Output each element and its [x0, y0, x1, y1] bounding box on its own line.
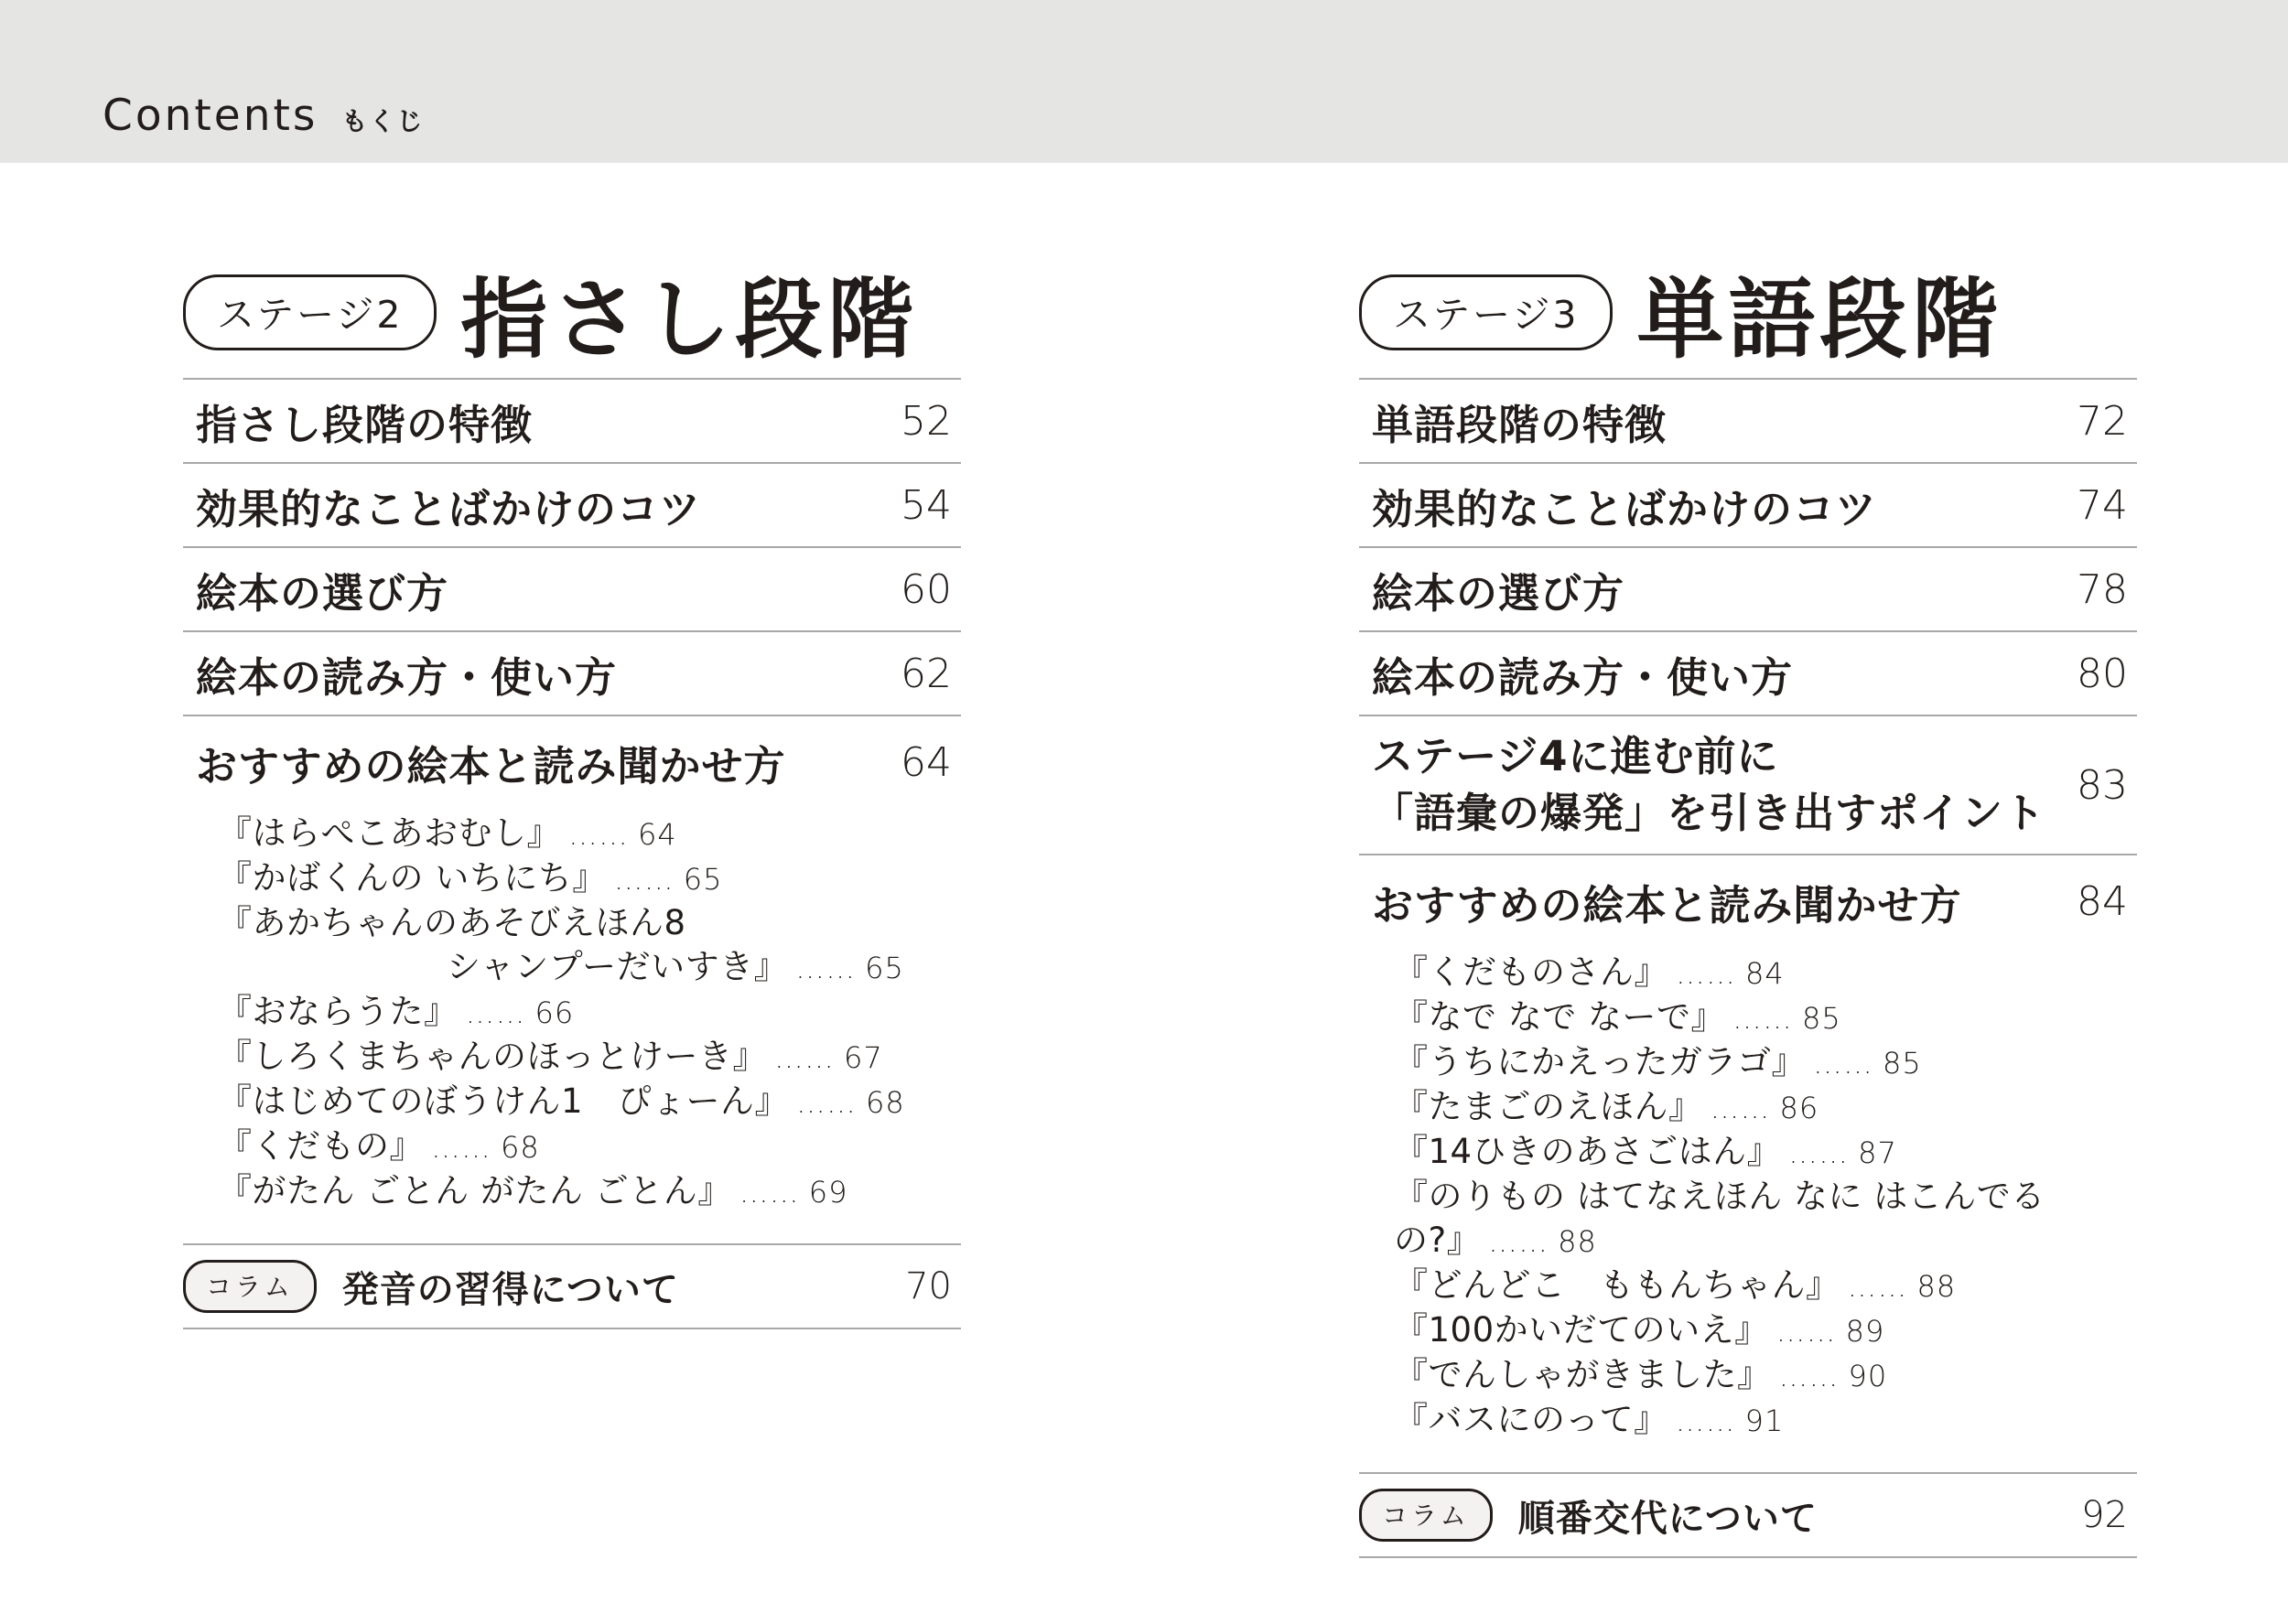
book-title: 『くだもの』 [218, 1126, 424, 1166]
book-page: …… 65 [795, 951, 904, 985]
stage3-book-list [1359, 947, 2137, 1474]
toc-page: 62 [901, 650, 952, 697]
book-item [1394, 1308, 2137, 1353]
book-title: シャンプーだいすき』 [447, 947, 789, 986]
toc-label: 指さし段階の特徴 [196, 400, 534, 449]
book-title: 『14ひきのあさごはん』 [1394, 1132, 1782, 1171]
book-item [218, 901, 961, 945]
book-page: …… 88 [1847, 1269, 1957, 1304]
toc-label: 効果的なことばかけのコツ [196, 484, 702, 533]
toc-page: 80 [2077, 650, 2128, 697]
toc-page: 84 [2077, 877, 2128, 925]
book-title: 『どんどこ ももんちゃん』 [1394, 1265, 1840, 1305]
toc-row [1359, 548, 2137, 632]
book-title: 『おならうた』 [218, 992, 459, 1031]
toc-label: おすすめの絵本と読み聞かせ方 [196, 741, 786, 790]
book-title: 『はらぺこあおむし』 [218, 813, 561, 853]
stage3-badge: ステージ3 [1359, 274, 1613, 350]
toc-page: 52 [901, 397, 952, 445]
book-title: 『100かいだてのいえ』 [1394, 1310, 1769, 1350]
toc-row [183, 716, 961, 808]
page-title [103, 91, 424, 141]
toc-row [1359, 380, 2137, 464]
toc-row [183, 548, 961, 632]
toc-page: 72 [2077, 397, 2128, 445]
toc-page: 54 [901, 481, 952, 529]
book-page: …… 69 [739, 1175, 848, 1210]
toc-row [1359, 855, 2137, 947]
column-badge: コラム [1359, 1489, 1493, 1542]
book-title: 『うちにかえったガラゴ』 [1394, 1042, 1806, 1081]
book-item [218, 812, 961, 856]
toc-label: 絵本の選び方 [196, 568, 449, 618]
book-item [1394, 1040, 2137, 1085]
book-page: …… 88 [1488, 1224, 1597, 1259]
stage3-title: 単語段階 [1636, 269, 2003, 371]
book-page: …… 67 [774, 1040, 883, 1075]
book-title: 『なで なで なーで』 [1394, 997, 1726, 1037]
toc-page: 83 [2077, 761, 2128, 809]
book-item [218, 1080, 961, 1124]
book-page: …… 65 [613, 862, 723, 897]
column-page: 92 [2081, 1494, 2128, 1536]
book-page: …… 68 [431, 1130, 540, 1165]
book-title: 『しろくまちゃんのほっとけーき』 [218, 1037, 767, 1076]
contents-title-en: Contents [103, 91, 318, 141]
book-item [1394, 1398, 2137, 1443]
stage2-book-list [183, 808, 961, 1245]
book-item [218, 990, 961, 1035]
book-item [218, 856, 961, 901]
book-item [1394, 951, 2137, 995]
stage3-section [1359, 247, 2137, 1558]
book-page: …… 68 [796, 1085, 905, 1120]
column-label: 発音の習得について [341, 1268, 679, 1311]
book-page: …… 64 [568, 817, 677, 852]
stage2-title: 指さし段階 [460, 269, 919, 371]
toc-label-line1: ステージ4に進む前に [1372, 732, 1779, 780]
toc-row [183, 632, 961, 716]
toc-label [1372, 728, 2045, 842]
book-item [218, 1124, 961, 1169]
toc-row [183, 380, 961, 464]
toc-page: 78 [2077, 565, 2128, 613]
toc-page: 74 [2077, 481, 2128, 529]
book-item [1394, 1264, 2137, 1308]
stage2-badge: ステージ2 [183, 274, 437, 350]
column-row [183, 1245, 961, 1329]
toc-page: 60 [901, 565, 952, 613]
column-label: 順番交代について [1517, 1497, 1818, 1540]
book-title: 『がたん ごとん がたん ごとん』 [218, 1171, 732, 1210]
book-title: 『かばくんの いちにち』 [218, 858, 607, 898]
book-page: …… 89 [1775, 1314, 1885, 1349]
toc-label: 効果的なことばかけのコツ [1372, 484, 1878, 533]
toc-label: 絵本の選び方 [1372, 568, 1625, 618]
column-badge: コラム [183, 1260, 317, 1313]
toc-label: 絵本の読み方・使い方 [1372, 652, 1794, 702]
book-page: …… 90 [1778, 1359, 1888, 1393]
book-page: …… 84 [1676, 956, 1785, 991]
stage2-section [183, 247, 961, 1329]
toc-label: おすすめの絵本と読み聞かせ方 [1372, 880, 1962, 930]
toc-row [1359, 716, 2137, 855]
book-item-continuation [447, 945, 961, 990]
book-item [1394, 1353, 2137, 1398]
book-title: 『でんしゃがきました』 [1394, 1355, 1772, 1394]
book-item [1394, 1085, 2137, 1130]
toc-row [1359, 632, 2137, 716]
book-item [218, 1035, 961, 1080]
stage2-header [183, 247, 961, 380]
toc-row [183, 464, 961, 548]
header-bar [0, 0, 2288, 163]
contents-title-ja: もくじ [341, 106, 425, 136]
stage3-header [1359, 247, 2137, 380]
toc-label: 絵本の読み方・使い方 [196, 652, 618, 702]
book-page: …… 87 [1788, 1135, 1897, 1170]
column-page: 70 [905, 1265, 952, 1307]
toc-label: 単語段階の特徴 [1372, 400, 1667, 449]
book-title: 『バスにのって』 [1394, 1400, 1668, 1439]
book-title: 『のりもの はてなえほん なに はこんでるの?』 [1394, 1177, 2045, 1260]
book-item [1394, 995, 2137, 1040]
book-title: 『あかちゃんのあそびえほん8 [218, 903, 686, 942]
toc-row [1359, 464, 2137, 548]
book-title: 『たまごのえほん』 [1394, 1087, 1703, 1126]
book-page: …… 85 [1813, 1046, 1922, 1081]
book-page: …… 85 [1732, 1001, 1841, 1036]
toc-page: 64 [901, 738, 952, 786]
book-page: …… 91 [1675, 1404, 1785, 1438]
toc-label-line2: 「語彙の爆発」を引き出すポイント [1372, 789, 2046, 837]
book-item [1394, 1130, 2137, 1175]
book-page: …… 66 [465, 995, 575, 1030]
book-item [218, 1169, 961, 1214]
book-title: 『はじめてのぼうけん1 ぴょーん』 [218, 1081, 790, 1121]
book-title: 『くだものさん』 [1394, 952, 1668, 992]
book-item [1394, 1175, 2137, 1264]
book-page: …… 86 [1710, 1091, 1819, 1125]
column-row [1359, 1474, 2137, 1558]
